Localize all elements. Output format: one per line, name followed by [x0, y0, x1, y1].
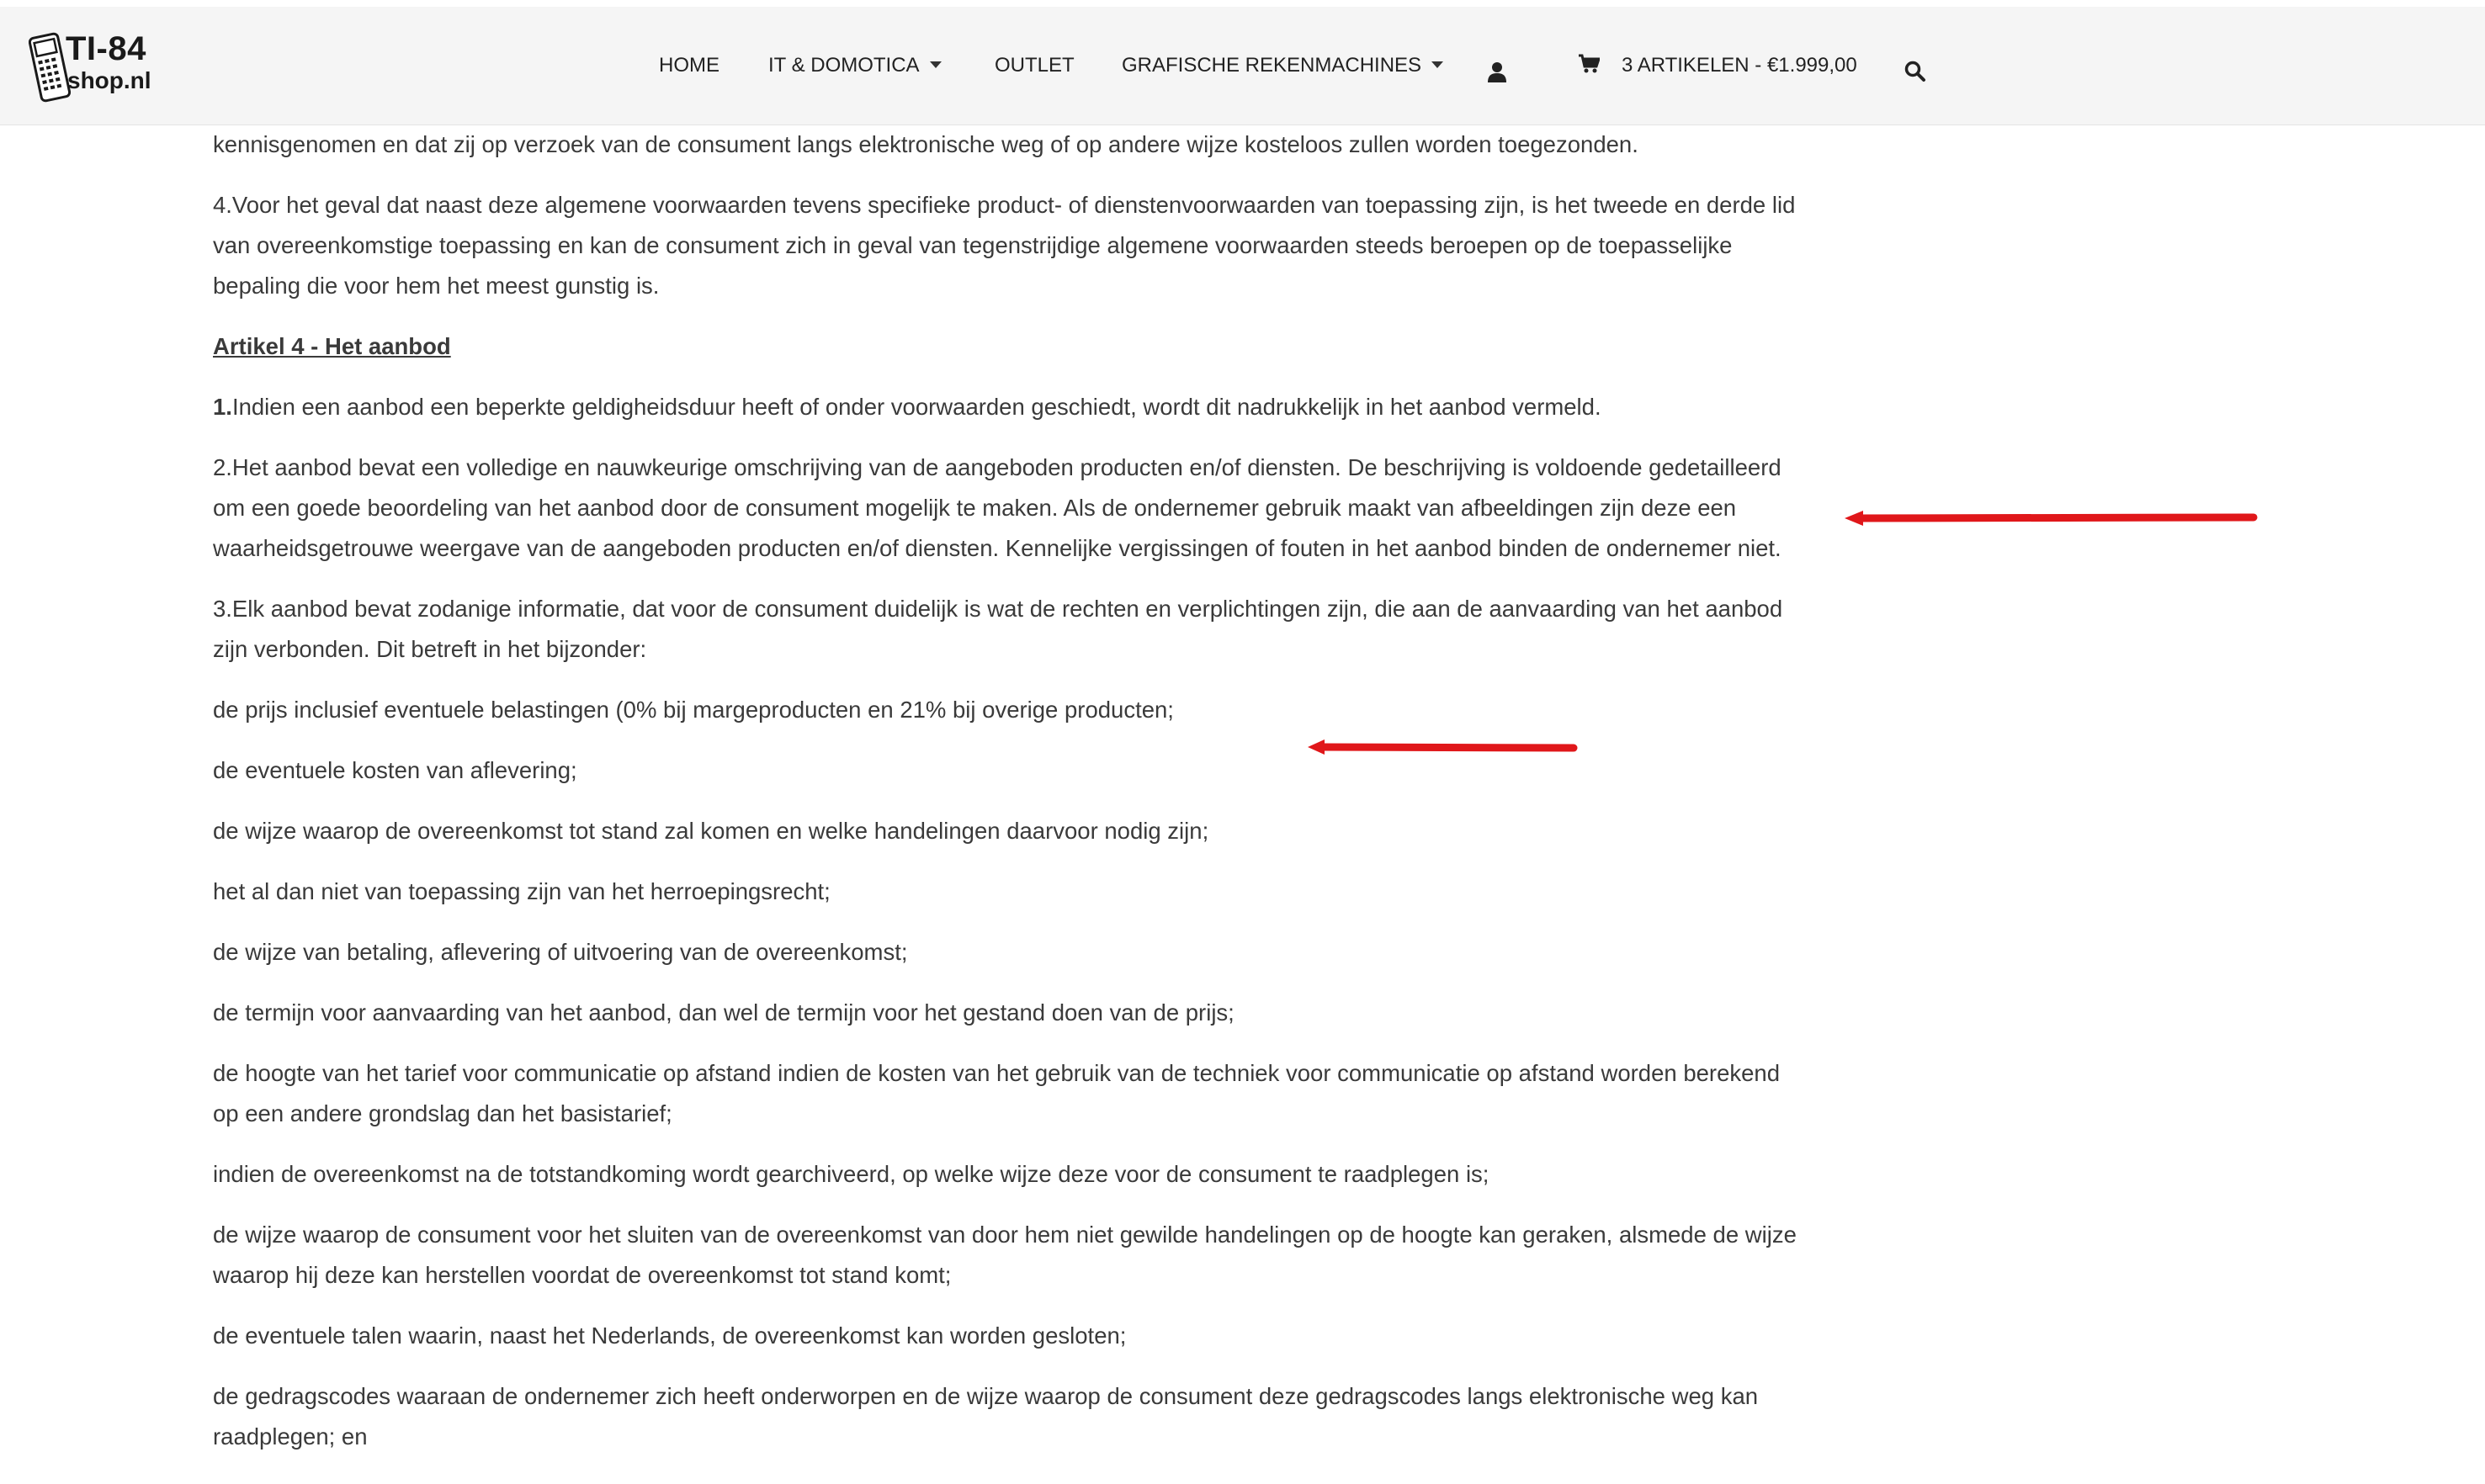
nav-outlet-label: OUTLET: [995, 54, 1075, 77]
nav-grafische-rekenmachines[interactable]: [1122, 7, 1443, 125]
article-4-heading-text: Artikel 4 - Het aanbod: [213, 333, 451, 359]
nav-home-label: HOME: [659, 54, 719, 77]
site-header: [0, 7, 2485, 125]
search-icon: [1904, 61, 1926, 82]
list-item: de eventuele kosten van aflevering;: [213, 757, 577, 783]
red-arrow-annotation-2: [1306, 734, 1584, 760]
list-item: de hoogte van het tarief voor communicatie op afstand indien de kosten van het gebruik van de techniek voor communicatie op afstand worden berekend op een andere grondslag dan het basistarief;: [213, 1060, 1780, 1126]
chevron-down-icon: [1431, 61, 1443, 68]
cart-button[interactable]: [1578, 7, 1857, 125]
offer-item-1-text: Indien een aanbod een beperkte geldigheidsduur heeft of onder voorwaarden geschiedt, wordt dit nadrukkelijk in het aanbod vermeld.: [231, 394, 1601, 420]
list-item: indien de overeenkomst na de totstandkoming wordt gearchiveerd, op welke wijze deze voor de consument te raadplegen is;: [213, 1161, 1489, 1187]
offer-item-1: [213, 387, 1812, 427]
article-4-heading: [213, 326, 1812, 367]
intro-tail-paragraph: kennisgenomen en dat zij op verzoek van de consument langs elektronische weg of op andere wijze kosteloos zullen worden toegezonden.: [213, 131, 1638, 157]
nav-it-domotica-label: IT & DOMOTICA: [768, 54, 920, 77]
list-item: de prijs inclusief eventuele belastingen (0% bij margeproducten en 21% bij overige producten;: [213, 697, 1174, 723]
list-item: de termijn voor aanvaarding van het aanbod, dan wel de termijn voor het gestand doen van de prijs;: [213, 999, 1235, 1026]
main-nav: [0, 7, 2485, 125]
logo-text-line2: shop.nl: [67, 67, 151, 93]
chevron-down-icon: [930, 61, 942, 68]
list-item: de eventuele talen waarin, naast het Nederlands, de overeenkomst kan worden gesloten;: [213, 1322, 1127, 1349]
list-item: de gedragscodes waaraan de ondernemer zich heeft onderworpen en de wijze waarop de consument deze gedragscodes langs elektronische weg kan raadplegen; en: [213, 1383, 1759, 1450]
account-button[interactable]: [1486, 61, 1510, 84]
user-icon: [1486, 61, 1508, 82]
list-item: de wijze van betaling, aflevering of uitvoering van de overeenkomst;: [213, 939, 908, 965]
paragraph-4: 4.Voor het geval dat naast deze algemene voorwaarden tevens specifieke product- of dienstenvoorwaarden van toepassing zijn, is het tweede en derde lid van overeenkomstige toepassing en kan de consument zich in geval van tegenstrijdige algemene voorwaarden steeds beroepen op de toepasselijke bepaling die voor hem het meest gunstig is.: [213, 192, 1796, 299]
list-item: de wijze waarop de overeenkomst tot stand zal komen en welke handelingen daarvoor nodig zijn;: [213, 818, 1209, 844]
nav-home[interactable]: [659, 7, 719, 125]
terms-content: [213, 125, 1812, 1477]
cart-icon: [1578, 54, 1600, 74]
top-strip: [0, 0, 2485, 7]
red-arrow-annotation-1: [1843, 505, 2264, 530]
logo-text-line1: TI-84: [66, 30, 146, 67]
nav-outlet[interactable]: [995, 7, 1075, 125]
offer-item-2: 2.Het aanbod bevat een volledige en nauwkeurige omschrijving van de aangeboden producten en/of diensten. De beschrijving is voldoende gedetailleerd om een goede beoordeling van het aanbod door de consument mogelijk te maken. Als de ondernemer gebruik maakt van afbeeldingen zijn deze een waarheidsgetrouwe weergave van de aangeboden producten en/of diensten. Kennelijke vergissingen of fouten in het aanbod binden de ondernemer niet.: [213, 454, 1781, 561]
nav-grafische-label: GRAFISCHE REKENMACHINES: [1122, 54, 1422, 77]
list-item: het al dan niet van toepassing zijn van het herroepingsrecht;: [213, 878, 831, 904]
offer-item-1-number: 1.: [213, 394, 232, 420]
cart-summary-label: 3 ARTIKELEN - €1.999,00: [1622, 54, 1857, 77]
nav-it-domotica[interactable]: [768, 7, 942, 125]
offer-item-3: 3.Elk aanbod bevat zodanige informatie, dat voor de consument duidelijk is wat de rechten en verplichtingen zijn, die aan de aanvaarding van het aanbod zijn verbonden. Dit betreft in het bijzonder:: [213, 596, 1783, 662]
search-button[interactable]: [1904, 61, 1928, 84]
list-item: de wijze waarop de consument voor het sluiten van de overeenkomst van door hem niet gewilde handelingen op de hoogte kan geraken, alsmede de wijze waarop hij deze kan herstellen voordat de overeenkomst tot stand komt;: [213, 1222, 1797, 1288]
